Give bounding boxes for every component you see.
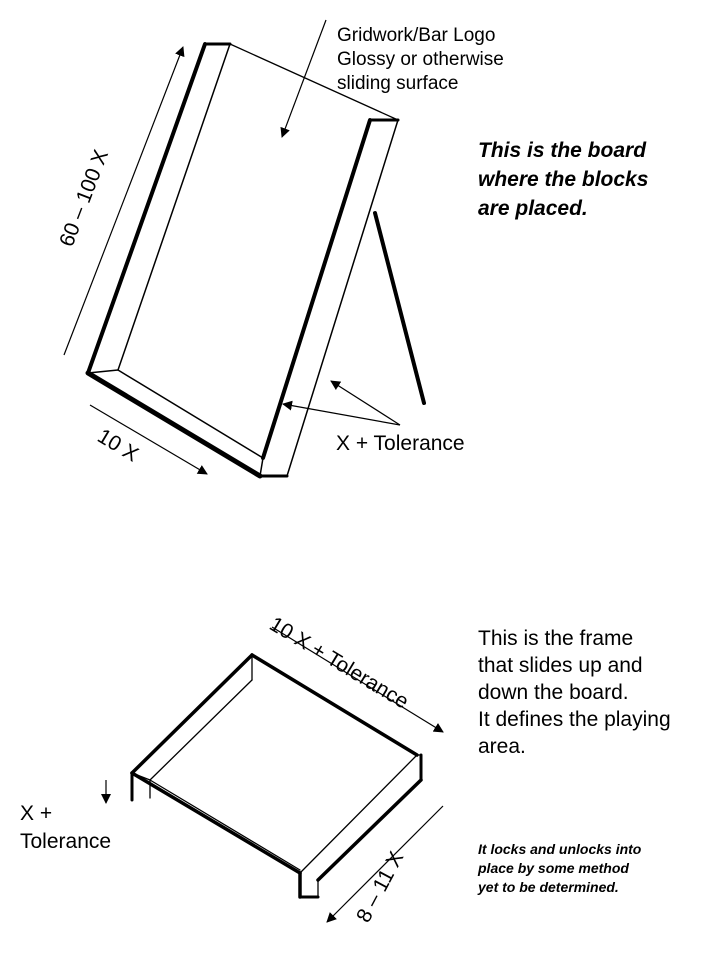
board-drawing (88, 44, 424, 476)
frame-depth-label: 8 – 11 X (352, 847, 409, 927)
board-description: This is the board where the blocks are placed. (478, 139, 649, 220)
frame-description: This is the frame that slides up and down the board. It defines the playing area. (478, 627, 671, 758)
surface-callout-label: Gridwork/Bar Logo Glossy or otherwise sliding surface (337, 25, 504, 94)
board-width-label: 10 X (93, 424, 143, 467)
frame-clearance-label: X + Tolerance (20, 802, 112, 853)
rail-clearance-label: X + Tolerance (336, 432, 465, 455)
callout-arrow (282, 20, 326, 137)
frame-lock-note: It locks and unlocks into place by some method yet to be determined. (478, 841, 642, 895)
board-length-label: 60 – 100 X (55, 146, 114, 250)
frame-width-label: 10 X + Tolerance (265, 612, 413, 714)
